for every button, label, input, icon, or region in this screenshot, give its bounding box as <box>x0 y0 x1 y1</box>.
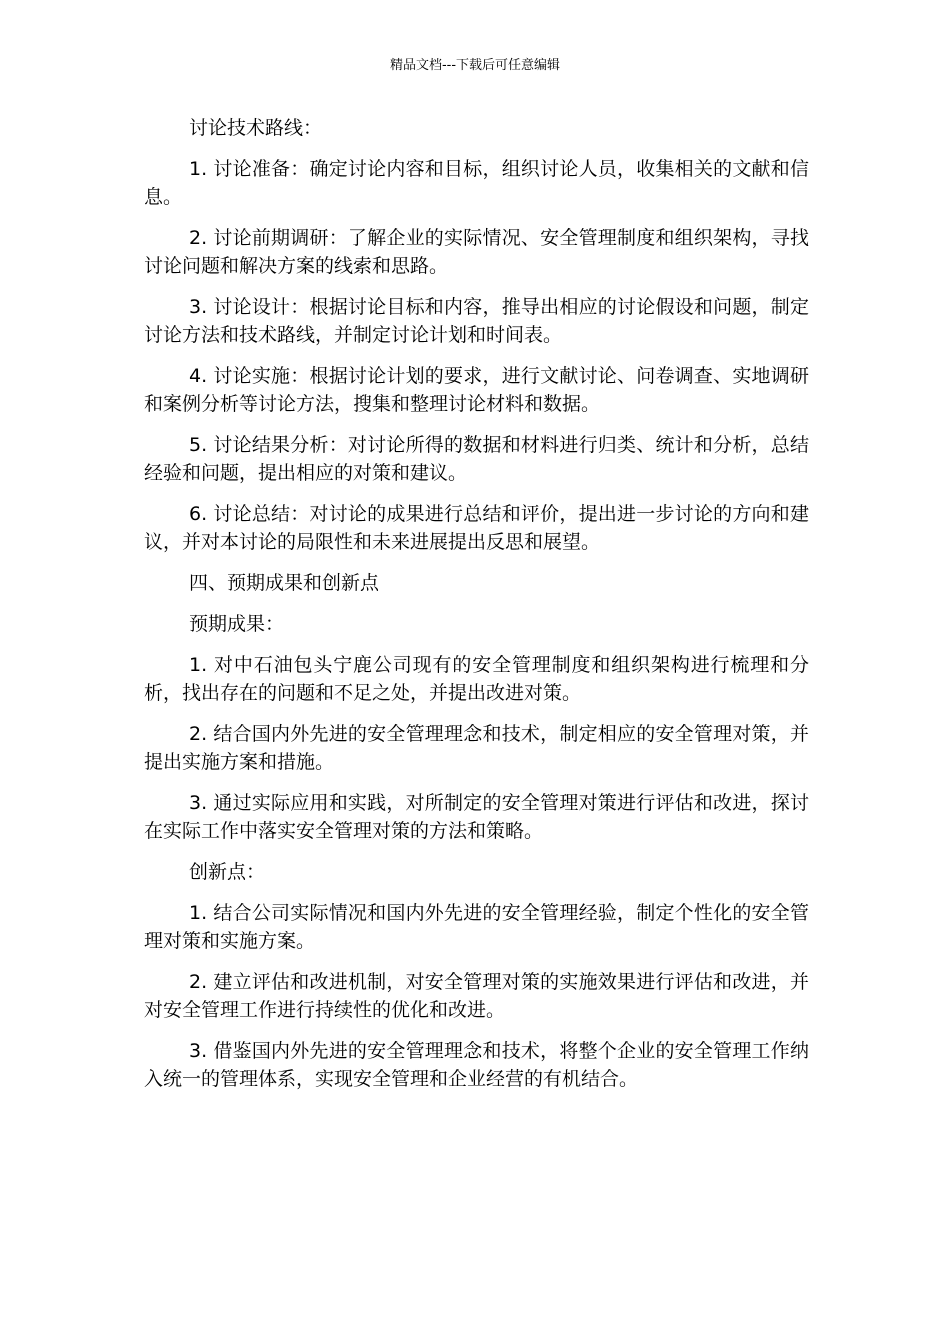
paragraph-innovation-3: 3. 借鉴国内外先进的安全管理理念和技术，将整个企业的安全管理工作纳入统一的管理体系，实现安全管理和企业经营的有机结合。 <box>144 1040 809 1090</box>
page-header: 精品文档---下载后可任意编辑 <box>389 58 561 73</box>
section-heading-technical-route: 讨论技术路线： <box>189 117 323 139</box>
paragraph-result-3: 3. 通过实际应用和实践，对所制定的安全管理对策进行评估和改进，探讨在实际工作中落实安全管理对策的方法和策略。 <box>144 792 809 842</box>
paragraph-step-5: 5. 讨论结果分析：对讨论所得的数据和材料进行归类、统计和分析，总结经验和问题，提出相应的对策和建议。 <box>144 434 809 484</box>
document-body <box>144 114 809 1106</box>
section-heading-expected-results: 四、预期成果和创新点 <box>189 572 380 594</box>
paragraph-innovation-2: 2. 建立评估和改进机制，对安全管理对策的实施效果进行评估和改进，并对安全管理工作进行持续性的优化和改进。 <box>144 971 809 1021</box>
paragraph-result-1: 1. 对中石油包头宁鹿公司现有的安全管理制度和组织架构进行梳理和分析，找出存在的问题和不足之处，并提出改进对策。 <box>144 654 809 704</box>
paragraph-step-2: 2. 讨论前期调研：了解企业的实际情况、安全管理制度和组织架构，寻找讨论问题和解决方案的线索和思路。 <box>144 227 809 277</box>
subheading-expected-results: 预期成果： <box>189 613 285 635</box>
subheading-innovations: 创新点： <box>189 861 266 883</box>
paragraph-step-4: 4. 讨论实施：根据讨论计划的要求，进行文献讨论、问卷调查、实地调研和案例分析等讨论方法，搜集和整理讨论材料和数据。 <box>144 365 809 415</box>
paragraph-step-1: 1. 讨论准备：确定讨论内容和目标，组织讨论人员，收集相关的文献和信息。 <box>144 158 809 208</box>
paragraph-step-3: 3. 讨论设计：根据讨论目标和内容，推导出相应的讨论假设和问题，制定讨论方法和技术路线，并制定讨论计划和时间表。 <box>144 296 809 346</box>
paragraph-result-2: 2. 结合国内外先进的安全管理理念和技术，制定相应的安全管理对策，并提出实施方案和措施。 <box>144 723 809 773</box>
paragraph-innovation-1: 1. 结合公司实际情况和国内外先进的安全管理经验，制定个性化的安全管理对策和实施方案。 <box>144 902 809 952</box>
paragraph-step-6: 6. 讨论总结：对讨论的成果进行总结和评价，提出进一步讨论的方向和建议，并对本讨论的局限性和未来进展提出反思和展望。 <box>144 503 809 553</box>
